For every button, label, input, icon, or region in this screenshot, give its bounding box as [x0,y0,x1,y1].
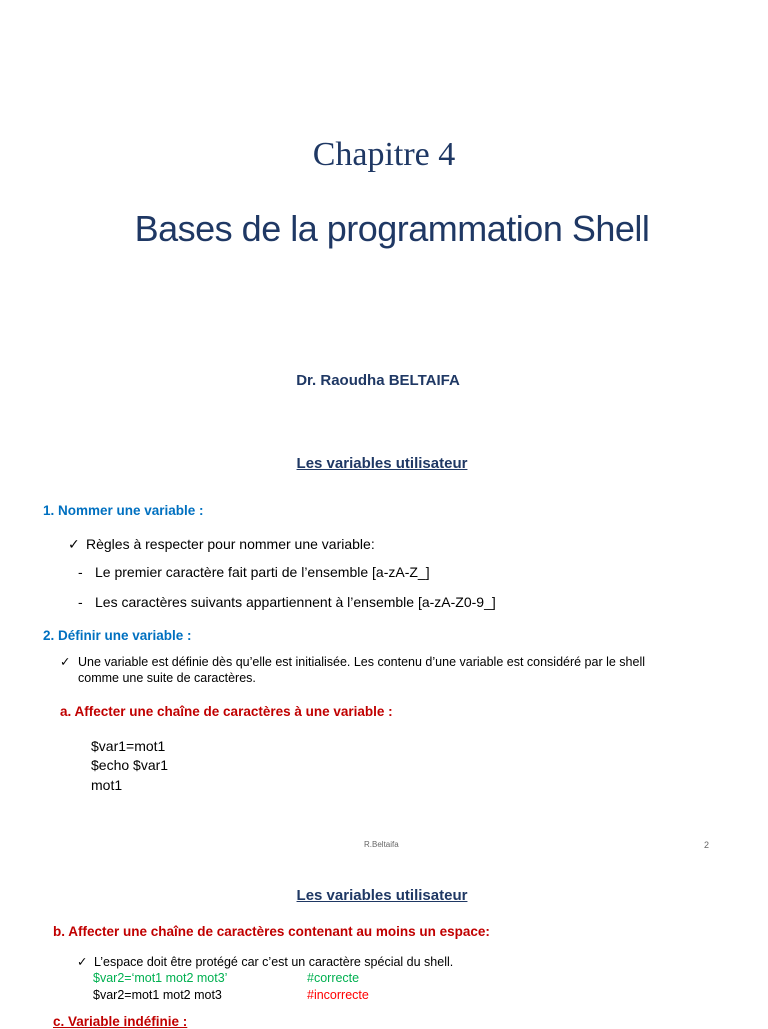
author-name: Dr. Raoudha BELTAIFA [296,372,460,389]
footer-author: R.Beltaifa [364,840,399,849]
heading-definir-variable: 2. Définir une variable : [43,628,192,643]
code-line: mot1 [91,777,123,793]
subheading-a: a. Affecter une chaîne de caractères à une variable : [60,704,393,719]
space-note-text: L’espace doit être protégé car c’est un caractère spécial du shell. [94,955,454,969]
rule-text: Les caractères suivants appartiennent à l’ensemble [a-zA-Z0-9_] [95,594,496,610]
subheading-b: b. Affecter une chaîne de caractères contenant au moins un espace: [53,924,490,939]
subheading-c: c. Variable indéfinie : [53,1014,188,1029]
rules-intro-text: Règles à respecter pour nommer une variable: [86,536,375,552]
example-correct-comment: #correcte [307,971,360,985]
rule-text: Le premier caractère fait parti de l’ensemble [a-zA-Z_] [95,564,430,580]
rule-item [78,594,496,610]
code-line: $echo $var1 [91,757,169,773]
example-incorrect-comment: #incorrecte [307,988,369,1002]
dash-icon: - [78,564,83,580]
check-icon: ✓ [77,955,88,969]
document-title: Bases de la programmation Shell [134,208,650,249]
check-icon: ✓ [60,655,71,669]
dash-icon: - [78,594,83,610]
space-note-item [77,954,453,969]
code-line: $var1=mot1 [91,738,166,754]
definition-item [60,654,645,669]
check-icon: ✓ [68,536,80,552]
section-title: Les variables utilisateur [296,455,468,472]
example-incorrect-code: $var2=mot1 mot2 mot3 [93,988,222,1002]
example-correct-code: $var2=‘mot1 mot2 mot3’ [93,971,228,985]
page-number: 2 [704,840,710,850]
heading-nommer-variable: 1. Nommer une variable : [43,503,204,518]
rules-intro-item [68,536,375,553]
rule-item [78,564,430,580]
definition-line: Une variable est définie dès qu’elle est initialisée. Les contenu d’une variable est considéré par le shell [78,655,646,669]
definition-line: comme une suite de caractères. [78,671,256,685]
chapter-heading: Chapitre 4 [312,136,456,173]
section-title: Les variables utilisateur [296,887,468,904]
